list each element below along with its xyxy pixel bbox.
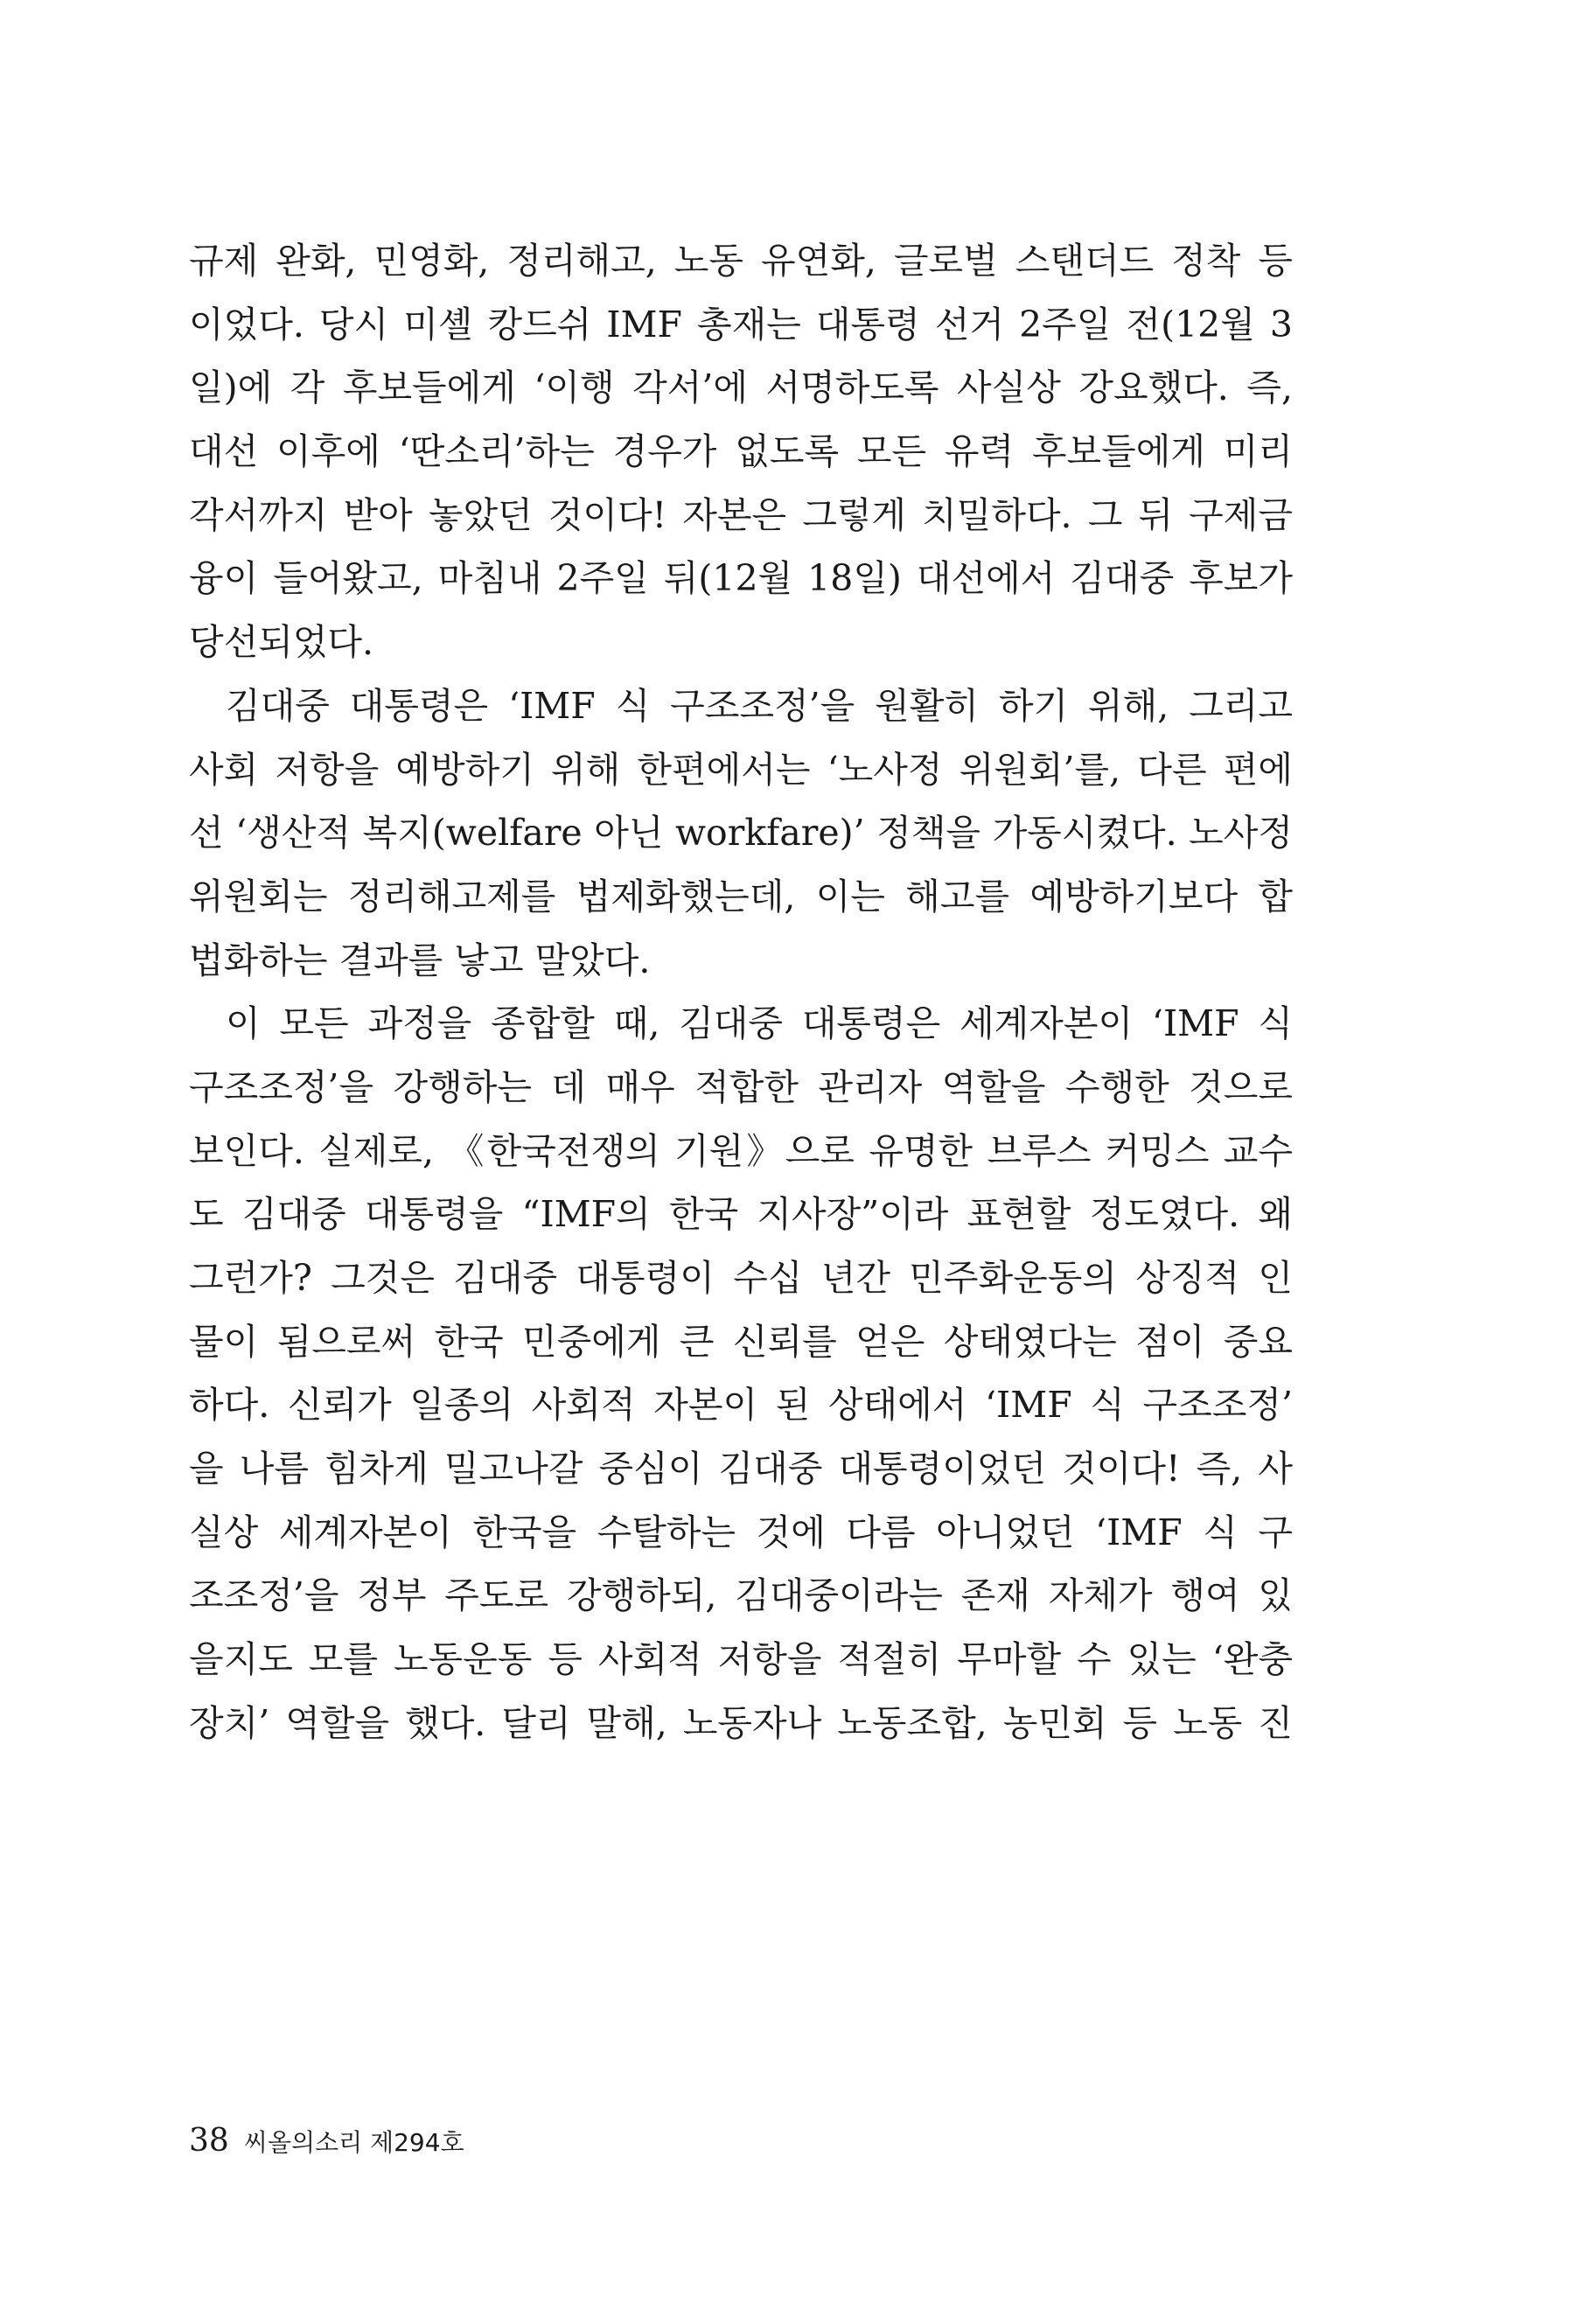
journal-title: 씨올의소리 제294호 (243, 2128, 464, 2157)
text-line: 구조조정’을 강행하는 데 매우 적합한 관리자 역할을 수행한 것으로 (189, 1065, 1293, 1108)
text-line: 장치’ 역할을 했다. 달리 말해, 노동자나 노동조합, 농민회 등 노동 진 (189, 1701, 1293, 1744)
paragraph (189, 229, 1293, 674)
text-line: 을지도 모를 노동운동 등 사회적 저항을 적절히 무마할 수 있는 ‘완충 (189, 1638, 1293, 1681)
text-line: 그런가? 그것은 김대중 대통령이 수십 년간 민주화운동의 상징적 인 (189, 1257, 1293, 1299)
text-line: 도 김대중 대통령을 “IMF의 한국 지사장”이라 표현할 정도였다. 왜 (189, 1193, 1293, 1236)
text-line: 사회 저항을 예방하기 위해 한편에서는 ‘노사정 위원회’를, 다른 편에 (189, 748, 1293, 791)
paragraph (189, 992, 1293, 1755)
body-text (189, 229, 1293, 1755)
text-line: 조조정’을 정부 주도로 강행하되, 김대중이라는 존재 자체가 행여 있 (189, 1574, 1293, 1617)
text-line: 당선되었다. (189, 621, 374, 664)
text-line: 법화하는 결과를 낳고 말았다. (189, 939, 651, 981)
text-line: 보인다. 실제로, 《한국전쟁의 기원》으로 유명한 브루스 커밍스 교수 (189, 1129, 1293, 1172)
text-line: 선 ‘생산적 복지(welfare 아닌 workfare)’ 정책을 가동시켰다. 노사정 (189, 812, 1293, 855)
text-line: 대선 이후에 ‘딴소리’하는 경우가 없도록 모든 유력 후보들에게 미리 (189, 430, 1293, 473)
page-number: 38 (189, 2123, 229, 2159)
text-line: 위원회는 정리해고제를 법제화했는데, 이는 해고를 예방하기보다 합 (189, 875, 1293, 918)
text-line: 이 모든 과정을 종합할 때, 김대중 대통령은 세계자본이 ‘IMF 식 (226, 1002, 1293, 1045)
text-line: 융이 들어왔고, 마침내 2주일 뒤(12월 18일) 대선에서 김대중 후보가 (189, 557, 1293, 600)
text-line: 김대중 대통령은 ‘IMF 식 구조조정’을 원활히 하기 위해, 그리고 (226, 684, 1293, 727)
text-line: 일)에 각 후보들에게 ‘이행 각서’에 서명하도록 사실상 강요했다. 즉, (189, 366, 1293, 409)
text-line: 각서까지 받아 놓았던 것이다! 자본은 그렇게 치밀하다. 그 뒤 구제금 (189, 493, 1293, 536)
text-line: 실상 세계자본이 한국을 수탈하는 것에 다름 아니었던 ‘IMF 식 구 (189, 1511, 1293, 1553)
paragraph (189, 674, 1293, 992)
text-line: 을 나름 힘차게 밀고나갈 중심이 김대중 대통령이었던 것이다! 즉, 사 (189, 1448, 1293, 1490)
text-line: 이었다. 당시 미셸 캉드쉬 IMF 총재는 대통령 선거 2주일 전(12월 3 (189, 303, 1293, 345)
text-line: 물이 됨으로써 한국 민중에게 큰 신뢰를 얻은 상태였다는 점이 중요 (189, 1320, 1293, 1363)
text-line: 하다. 신뢰가 일종의 사회적 자본이 된 상태에서 ‘IMF 식 구조조정’ (189, 1384, 1293, 1427)
text-line: 규제 완화, 민영화, 정리해고, 노동 유연화, 글로벌 스탠더드 정착 등 (189, 240, 1293, 282)
page-footer (189, 2119, 464, 2163)
